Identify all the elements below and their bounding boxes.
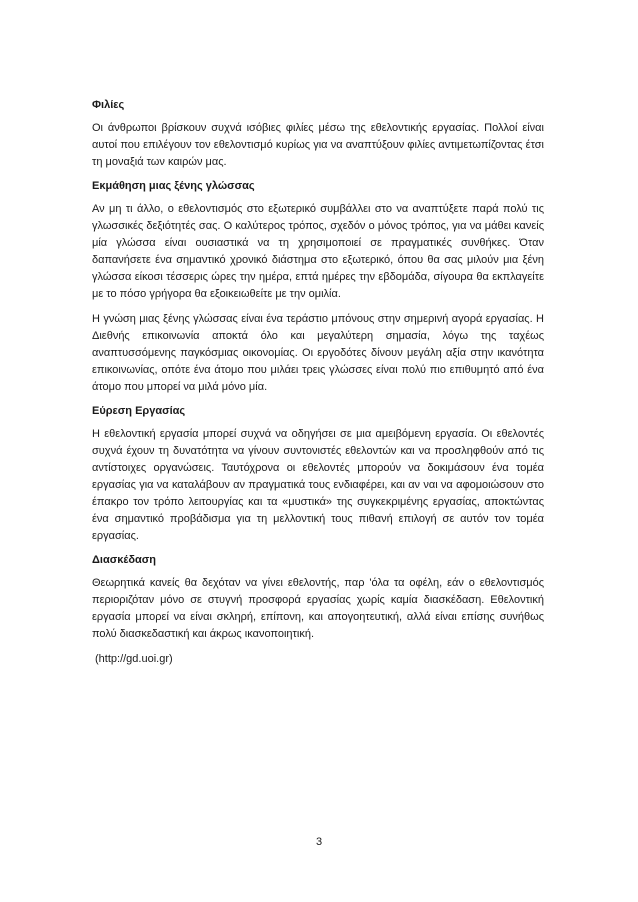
section-job-search bbox=[92, 404, 544, 545]
section-heading: Εύρεση Εργασίας bbox=[92, 405, 186, 417]
section-fun bbox=[92, 553, 544, 643]
paragraph: Αν μη τι άλλο, ο εθελοντισμός στο εξωτερικό συμβάλλει στο να αναπτύξετε παρά πολύ τις γλωσσικές δεξιότητές σας. Ο καλύτερος τρόπος, σχεδόν ο μόνος τρόπος, για να μάθει κανείς μία γλώσσα είναι ουσιαστικά να τη χρησιμοποιεί σε πραγματικές συνθήκες. Όταν δαπανήσετε ένα σημαντικό χρονικό διάστημα στο εξωτερικό, όπου θα σας μιλούν μια ξένη γλώσσα είκοσι τέσσερις ώρες την ημέρα, επτά ημέρες την εβδομάδα, σίγουρα θα εκπλαγείτε με το πόσο γρήγορα θα εξοικειωθείτε με την ομιλία. bbox=[92, 203, 544, 300]
section-heading: Διασκέδαση bbox=[92, 554, 157, 566]
section-heading: Φιλίες bbox=[92, 99, 125, 111]
source-citation: (http://gd.uoi.gr) bbox=[95, 653, 173, 665]
paragraph: Οι άνθρωποι βρίσκουν συχνά ισόβιες φιλίες μέσω της εθελοντικής εργασίας. Πολλοί είναι αυτοί που επιλέγουν τον εθελοντισμό κυρίως για να αναπτύξουν φιλίες αντιμετωπίζοντας έτσι τη μοναξιά των καιρών μας. bbox=[92, 122, 544, 168]
paragraph: Η γνώση μιας ξένης γλώσσας είναι ένα τεράστιο μπόνους στην σημερινή αγορά εργασίας. Η Διεθνής επικοινωνία αποκτά όλο και μεγαλύτερη σημασία, λόγω της ταχέως αναπτυσσόμενης παγκόσμιας οικονομίας. Οι εργοδότες δίνουν μεγάλη αξία στην ικανότητα επικοινωνίας, οπότε ένα άτομο που μιλάει τρεις γλώσσες είναι πολύ πιο επιθυμητό από ένα άτομο που μπορεί να μιλά μόνο μία. bbox=[92, 313, 544, 393]
page-number: 3 bbox=[315, 836, 323, 848]
section-friendships bbox=[92, 98, 544, 171]
paragraph: Θεωρητικά κανείς θα δεχόταν να γίνει εθελοντής, παρ 'όλα τα οφέλη, εάν ο εθελοντισμός περιοριζόταν μόνο σε στυγνή προσφορά εργασίας χωρίς καμία διασκέδαση. Εθελοντική εργασία μπορεί να είναι σκληρή, επίπονη, και απογοητευτική, αλλά είναι επίσης συνήθως πολύ διασκεδαστική και άκρως ικανοποιητική. bbox=[92, 577, 544, 640]
section-heading: Εκμάθηση μιας ξένης γλώσσας bbox=[92, 180, 255, 192]
section-foreign-language bbox=[92, 179, 544, 396]
document-page bbox=[92, 98, 544, 668]
paragraph: Η εθελοντική εργασία μπορεί συχνά να οδηγήσει σε μια αμειβόμενη εργασία. Οι εθελοντές συχνά έχουν τη δυνατότητα να γίνουν συντονιστές εθελοντών και να προσληφθούν από τις αντίστοιχες οργανώσεις. Ταυτόχρονα οι εθελοντές μπορούν να δοκιμάσουν ένα τομέα εργασίας για να καταλάβουν αν πραγματικά τους ενδιαφέρει, και αν ναι να αφομοιώσουν στο έπακρο τον τρόπο λειτουργίας και τα «μυστικά» της συγκεκριμένης εργασίας, αποκτώντας ένα σημαντικό προβάδισμα για τη μελλοντική τους πιθανή επιλογή σε αυτόν τον τομέα εργασίας. bbox=[92, 428, 544, 542]
